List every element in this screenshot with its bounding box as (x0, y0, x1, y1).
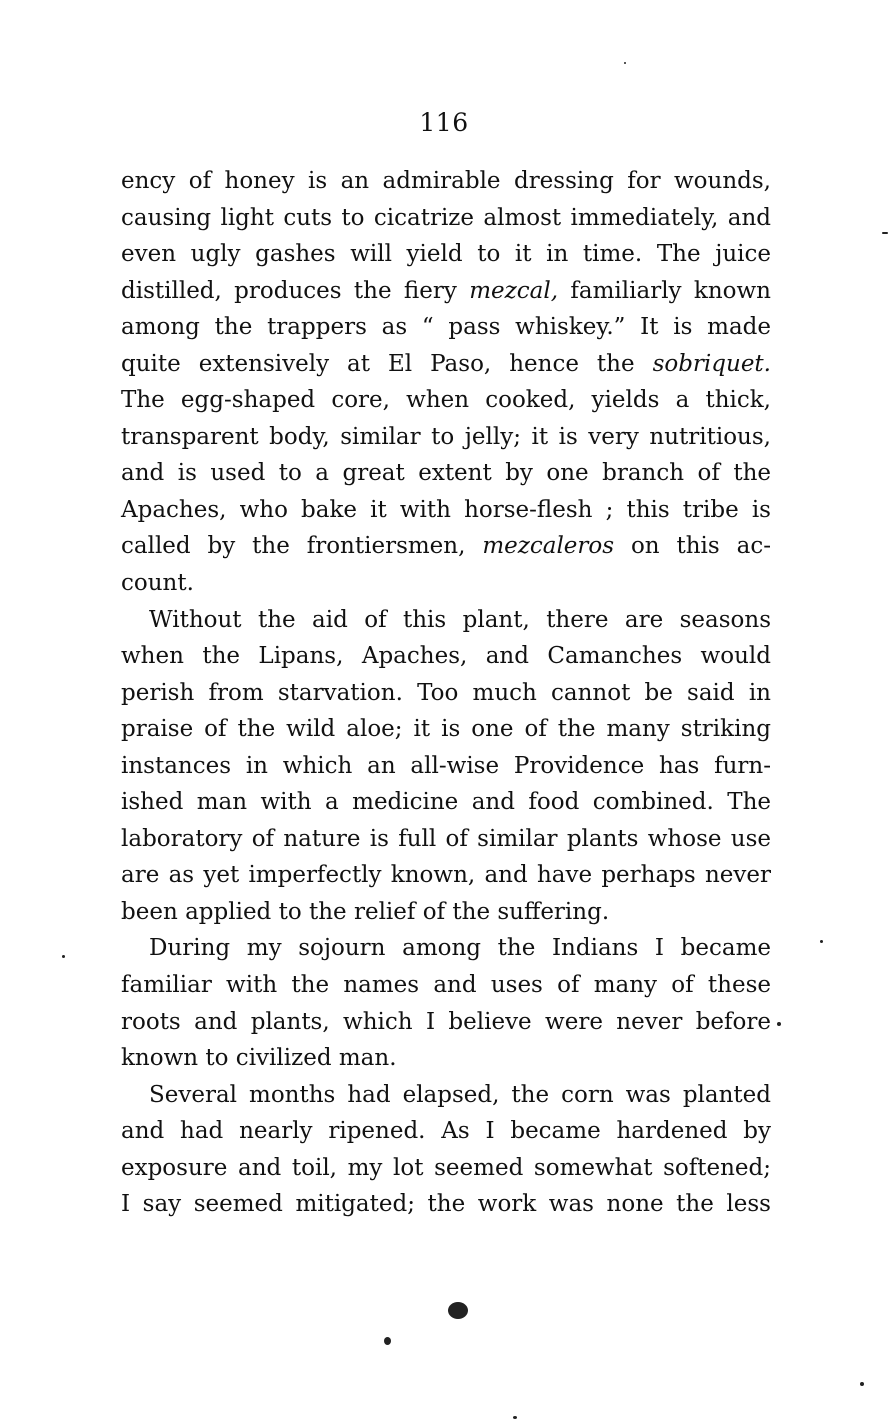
paragraph (121, 1077, 771, 1223)
text-run: I say seemed mitigated; the work was none the less (121, 1191, 771, 1218)
text-line (121, 967, 771, 1004)
text-run: Several months had elapsed, the corn was planted (149, 1081, 771, 1108)
text-run: among the trappers as “ pass whiskey.” It is made (121, 314, 771, 341)
text-line (121, 163, 771, 200)
text-line (121, 492, 771, 529)
text-run: called by the frontiersmen, (121, 533, 483, 560)
text-line (121, 675, 771, 712)
text-line (121, 857, 771, 894)
body-text (121, 163, 771, 1223)
text-run: transparent body, similar to jelly; it is very nutritious, (121, 423, 771, 450)
ink-speck (860, 1382, 864, 1386)
ink-speck (513, 1416, 517, 1419)
paragraph (121, 930, 771, 1076)
italic-word: mezcaleros (482, 533, 615, 560)
text-run: and is used to a great extent by one branch of the (121, 460, 771, 487)
text-line (121, 1113, 771, 1150)
text-run: been applied to the relief of the suffering. (121, 898, 610, 925)
ink-speck (384, 1337, 391, 1345)
text-run: ished man with a medicine and food combined. The (121, 789, 771, 816)
ink-speck (882, 232, 888, 234)
text-line (121, 1004, 771, 1041)
paragraph (121, 602, 771, 931)
text-run: exposure and toil, my lot seemed somewhat softened; (121, 1154, 771, 1181)
page-number: 116 (419, 108, 469, 137)
text-line (121, 565, 771, 602)
text-run: praise of the wild aloe; it is one of the many striking (121, 716, 771, 743)
text-run: causing light cuts to cicatrize almost immediately, and (121, 204, 771, 231)
text-run: on this ac- (614, 533, 771, 560)
text-line (121, 748, 771, 785)
text-run: During my sojourn among the Indians I became (149, 935, 771, 962)
text-run: and had nearly ripened. As I became hardened by (121, 1118, 771, 1145)
ink-blot (448, 1302, 468, 1319)
italic-word: sobriquet. (652, 350, 771, 377)
text-line (121, 455, 771, 492)
text-line (121, 309, 771, 346)
italic-word: mezcal, (469, 277, 559, 304)
text-line (121, 346, 771, 383)
text-run: distilled, produces the fiery (121, 277, 470, 304)
ink-speck (820, 940, 823, 943)
text-run: familiar with the names and uses of many of these (121, 972, 771, 999)
text-run: count. (121, 570, 194, 597)
ink-speck (624, 62, 626, 64)
text-line (121, 711, 771, 748)
text-run: even ugly gashes will yield to it in time. The juice (121, 241, 771, 268)
text-line (121, 930, 771, 967)
text-line (121, 638, 771, 675)
text-line (121, 1040, 771, 1077)
ink-speck (777, 1022, 781, 1026)
text-line (121, 528, 771, 565)
text-line (121, 236, 771, 273)
text-line (121, 1186, 771, 1223)
text-run: quite extensively at El Paso, hence the (121, 350, 653, 377)
text-line (121, 382, 771, 419)
text-run: laboratory of nature is full of similar plants whose use (121, 825, 771, 852)
text-line (121, 602, 771, 639)
text-line (121, 1077, 771, 1114)
text-line (121, 1150, 771, 1187)
text-run: The egg-shaped core, when cooked, yields a thick, (121, 387, 771, 414)
text-line (121, 200, 771, 237)
text-run: known to civilized man. (121, 1045, 397, 1072)
ink-speck (62, 955, 65, 958)
text-run: are as yet imperfectly known, and have perhaps never (121, 862, 771, 889)
text-run: ency of honey is an admirable dressing for wounds, (121, 168, 771, 194)
paragraph (121, 163, 771, 602)
text-run: Without the aid of this plant, there are seasons (149, 606, 771, 633)
text-line (121, 273, 771, 310)
text-run: perish from starvation. Too much cannot be said in (121, 679, 771, 706)
text-run: Apaches, who bake it with horse-flesh ; this tribe is (121, 496, 771, 523)
text-run: instances in which an all-wise Providence has furn- (121, 752, 771, 779)
text-line (121, 419, 771, 456)
text-line (121, 821, 771, 858)
text-line (121, 784, 771, 821)
text-run: when the Lipans, Apaches, and Camanches would (121, 643, 771, 670)
text-run: roots and plants, which I believe were never before (121, 1008, 771, 1035)
text-run: familiarly known (558, 277, 771, 304)
text-line (121, 894, 771, 931)
